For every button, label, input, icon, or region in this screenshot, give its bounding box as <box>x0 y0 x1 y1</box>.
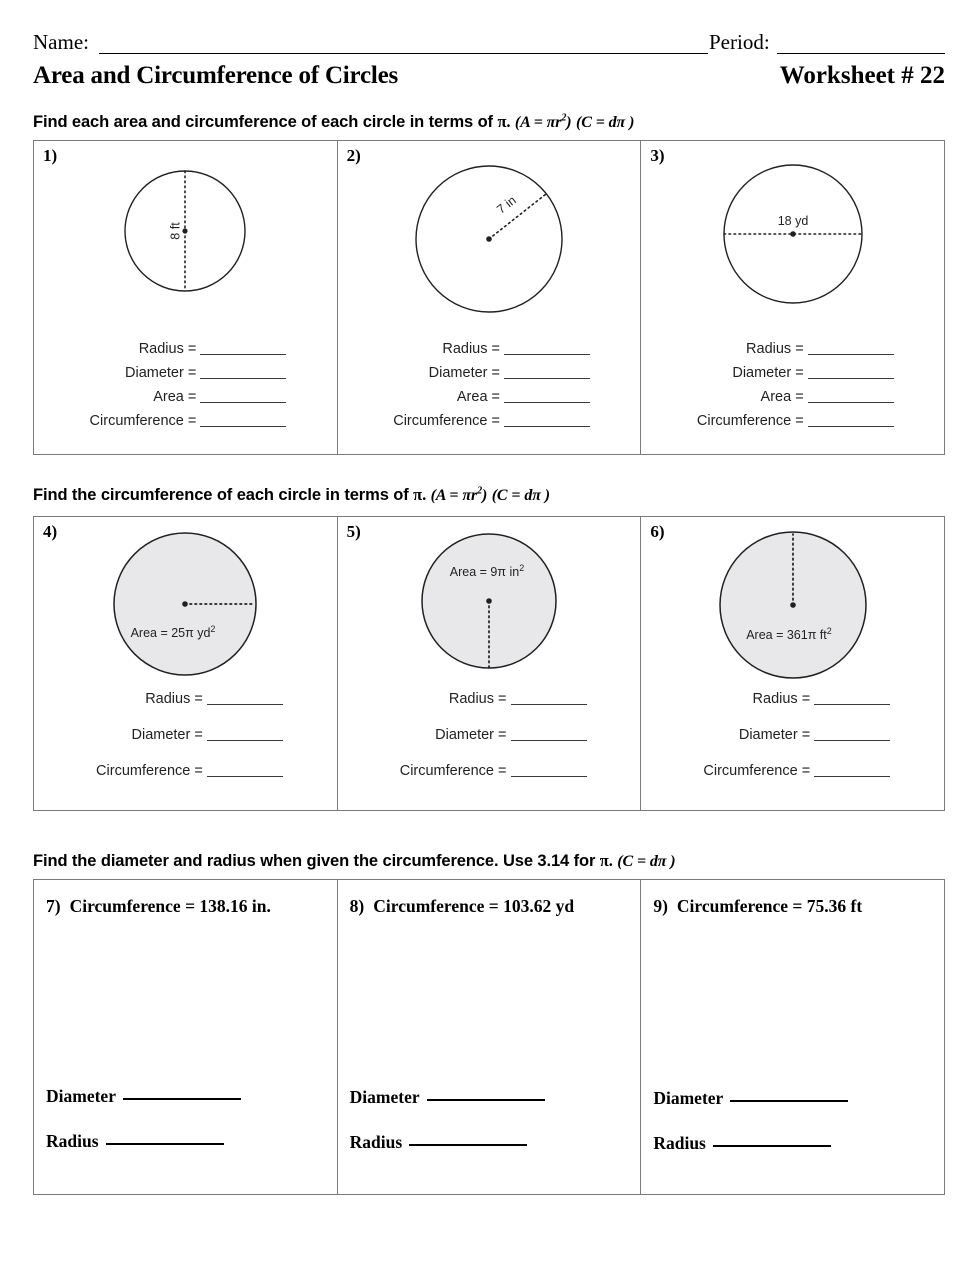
answer-line-radius-7 <box>46 1131 224 1152</box>
problem-cell-1 <box>34 141 338 454</box>
answer-label-diameter-5: Diameter = <box>435 727 507 743</box>
figure-circle-4 <box>34 529 337 679</box>
section-2-formula-circ: (C = dπ ) <box>491 487 550 504</box>
problem-number-2: 2) <box>346 146 361 165</box>
figure-circle-1 <box>34 169 337 301</box>
problem-cell-9 <box>641 880 944 1194</box>
section-1-formula-circ: (C = dπ ) <box>576 114 635 131</box>
answer-line-diameter-5 <box>338 727 641 743</box>
measurement-label-1: 8 ft <box>168 222 183 240</box>
answer-label-radius-3: Radius = <box>746 341 804 357</box>
answer-line-diameter-8 <box>350 1087 545 1108</box>
problem-prompt-7 <box>46 896 271 917</box>
answer-blanks-4 <box>34 691 337 799</box>
center-point-5 <box>486 598 492 604</box>
radius-dotted-line-2 <box>489 194 546 239</box>
answer-line-radius-9 <box>653 1133 831 1154</box>
section-3-problem-table <box>33 879 945 1195</box>
area-label-4: Area = 25π $yd^2$ <box>130 624 216 640</box>
answer-label-circumference-4: Circumference = <box>96 763 203 779</box>
answer-label-radius-1: Radius = <box>138 341 197 357</box>
answer-line-radius-3 <box>641 341 944 357</box>
answer-blank-diameter-5[interactable] <box>511 740 587 741</box>
answer-blank-diameter-3[interactable] <box>808 378 894 379</box>
problem-cell-5 <box>338 517 642 810</box>
answer-blank-radius-1[interactable] <box>200 354 286 355</box>
section-1-instruction-pi: π. <box>497 112 511 131</box>
answer-blank-area-3[interactable] <box>808 402 894 403</box>
problem-number-1: 1) <box>43 146 58 165</box>
answer-label-circumference-2: Circumference = <box>393 413 500 429</box>
answer-line-circumference-6 <box>641 763 944 779</box>
answer-blank-circumference-6[interactable] <box>814 776 890 777</box>
section-1-problem-table <box>33 140 945 455</box>
answer-label-radius-9: Radius <box>653 1133 706 1153</box>
answer-label-radius-7: Radius <box>46 1131 99 1151</box>
answer-line-diameter-2 <box>338 365 641 381</box>
answer-label-radius-4: Radius = <box>145 691 203 707</box>
answer-line-diameter-6 <box>641 727 944 743</box>
answer-blank-circumference-4[interactable] <box>207 776 283 777</box>
problem-prompt-8 <box>350 896 574 917</box>
answer-label-diameter-9: Diameter <box>653 1088 724 1108</box>
answer-label-diameter-1: Diameter = <box>125 365 197 381</box>
problem-number-5: 5) <box>346 522 361 541</box>
answer-blank-diameter-8[interactable] <box>427 1099 545 1101</box>
circle-diagram-1 <box>115 169 255 301</box>
period-label: Period: <box>709 30 770 54</box>
measurement-label-2: 7 in <box>494 193 519 217</box>
answer-blank-radius-3[interactable] <box>808 354 894 355</box>
section-3-formula-circ: (C = dπ ) <box>617 853 676 870</box>
header-name-period-row <box>33 30 945 64</box>
section-2-formula-area-close: ) <box>481 487 488 504</box>
figure-circle-2 <box>338 163 641 315</box>
answer-line-radius-5 <box>338 691 641 707</box>
problem-prompt-text-9: Circumference = 75.36 ft <box>676 896 863 916</box>
answer-blanks-3 <box>641 341 944 437</box>
answer-line-radius-6 <box>641 691 944 707</box>
answer-label-area-2: Area = <box>456 389 500 405</box>
name-write-in-line[interactable] <box>99 53 708 54</box>
section-2-formula-area: (A = πr <box>430 487 478 504</box>
center-point-3 <box>790 231 796 237</box>
answer-line-diameter-7 <box>46 1086 241 1107</box>
circle-diagram-5 <box>419 531 559 675</box>
section-2-instruction-text: Find the circumference of each circle in terms of <box>33 486 414 504</box>
answer-line-diameter-1 <box>34 365 337 381</box>
section-1-formula-area: (A = πr <box>514 114 562 131</box>
section-3-instruction-text: Find the diameter and radius when given the circumference. Use 3.14 for <box>33 852 600 870</box>
answer-label-circumference-5: Circumference = <box>399 763 507 779</box>
area-label-6: Area = 361π $ft^2$ <box>745 626 832 642</box>
answer-blank-circumference-1[interactable] <box>200 426 286 427</box>
answer-label-radius-6: Radius = <box>752 691 811 707</box>
answer-line-diameter-3 <box>641 365 944 381</box>
center-point-2 <box>486 236 492 242</box>
problem-number-3: 3) <box>650 146 665 165</box>
answer-line-circumference-3 <box>641 413 944 429</box>
answer-line-radius-2 <box>338 341 641 357</box>
answer-label-circumference-1: Circumference = <box>89 413 197 429</box>
problem-number-6: 6) <box>650 522 665 541</box>
answer-label-diameter-7: Diameter <box>46 1086 116 1106</box>
center-point-6 <box>790 602 796 608</box>
section-1-instruction <box>33 112 634 132</box>
period-write-in-line[interactable] <box>777 53 945 54</box>
problem-prompt-text-7: Circumference = 138.16 in. <box>69 896 271 916</box>
answer-line-area-3 <box>641 389 944 405</box>
problem-cell-2 <box>338 141 642 454</box>
area-label-5: Area = 9π $in^2$ <box>449 563 525 579</box>
answer-line-circumference-5 <box>338 763 641 779</box>
problem-number-8: 8) <box>349 896 365 916</box>
center-point-4 <box>183 601 189 607</box>
answer-blank-area-1[interactable] <box>200 402 286 403</box>
circle-diagram-2 <box>409 163 569 315</box>
answer-label-diameter-8: Diameter <box>349 1087 420 1107</box>
answer-blank-radius-2[interactable] <box>504 354 590 355</box>
answer-blank-radius-7[interactable] <box>106 1143 224 1145</box>
section-1-instruction-text: Find each area and circumference of each circle in terms of <box>33 113 498 131</box>
answer-blank-diameter-2[interactable] <box>504 378 590 379</box>
answer-label-radius-8: Radius <box>349 1132 403 1152</box>
section-3-instruction-pi: π. <box>599 851 613 870</box>
measurement-label-3: 18 yd <box>777 214 808 228</box>
figure-circle-5 <box>338 531 641 675</box>
answer-blank-diameter-7[interactable] <box>123 1098 241 1100</box>
problem-number-7: 7) <box>46 896 61 916</box>
answer-blank-radius-5[interactable] <box>511 704 587 705</box>
problem-prompt-text-8: Circumference = 103.62 yd <box>373 896 575 916</box>
answer-label-radius-5: Radius = <box>448 691 507 707</box>
answer-blank-diameter-6[interactable] <box>814 740 890 741</box>
answer-label-radius-2: Radius = <box>442 341 500 357</box>
figure-circle-3 <box>641 163 944 307</box>
answer-blank-circumference-3[interactable] <box>808 426 894 427</box>
answer-line-area-1 <box>34 389 337 405</box>
answer-line-circumference-4 <box>34 763 337 779</box>
problem-prompt-9 <box>653 896 862 917</box>
answer-blanks-5 <box>338 691 641 799</box>
circle-diagram-4 <box>107 529 263 679</box>
name-label: Name: <box>33 30 89 54</box>
section-2-instruction-pi: π. <box>413 485 427 504</box>
problem-number-4: 4) <box>43 522 58 541</box>
answer-label-circumference-6: Circumference = <box>703 763 811 779</box>
figure-circle-6 <box>641 529 944 681</box>
circle-diagram-6 <box>715 529 871 681</box>
problem-number-9: 9) <box>653 896 668 916</box>
answer-label-diameter-6: Diameter = <box>738 727 811 743</box>
answer-blank-radius-4[interactable] <box>207 704 283 705</box>
answer-blank-area-2[interactable] <box>504 402 590 403</box>
page-title: Area and Circumference of Circles <box>33 62 399 89</box>
answer-line-diameter-9 <box>653 1088 848 1109</box>
answer-line-circumference-2 <box>338 413 641 429</box>
answer-blank-radius-6[interactable] <box>814 704 890 705</box>
section-1-formula-area-close: ) <box>566 114 572 131</box>
answer-label-diameter-2: Diameter = <box>428 365 500 381</box>
answer-label-area-1: Area = <box>153 389 197 405</box>
answer-label-area-3: Area = <box>760 389 804 405</box>
answer-line-radius-4 <box>34 691 337 707</box>
worksheet-number: Worksheet # 22 <box>779 62 945 89</box>
answer-line-circumference-1 <box>34 413 337 429</box>
problem-cell-8 <box>338 880 642 1194</box>
section-1-formula-area-exp: 2 <box>561 112 567 124</box>
problem-cell-7 <box>34 880 338 1194</box>
answer-label-diameter-3: Diameter = <box>732 365 804 381</box>
section-2-problem-table <box>33 516 945 811</box>
problem-cell-4 <box>34 517 338 810</box>
answer-blank-diameter-1[interactable] <box>200 378 286 379</box>
answer-blanks-1 <box>34 341 337 437</box>
center-point-1 <box>183 228 188 233</box>
answer-blank-radius-8[interactable] <box>409 1144 527 1146</box>
answer-line-radius-1 <box>34 341 337 357</box>
answer-line-diameter-4 <box>34 727 337 743</box>
answer-blank-circumference-2[interactable] <box>504 426 590 427</box>
answer-blank-circumference-5[interactable] <box>511 776 587 777</box>
problem-cell-6 <box>641 517 944 810</box>
answer-blank-diameter-9[interactable] <box>730 1100 848 1102</box>
circle-diagram-3 <box>718 163 868 307</box>
title-row <box>33 62 945 92</box>
section-3-instruction <box>33 851 676 871</box>
answer-blanks-2 <box>338 341 641 437</box>
answer-blank-diameter-4[interactable] <box>207 740 283 741</box>
answer-line-area-2 <box>338 389 641 405</box>
problem-cell-3 <box>641 141 944 454</box>
answer-blank-radius-9[interactable] <box>713 1145 831 1147</box>
section-2-instruction <box>33 485 550 505</box>
section-2-formula-area-exp: 2 <box>477 485 482 497</box>
answer-blanks-6 <box>641 691 944 799</box>
answer-label-diameter-4: Diameter = <box>131 727 203 743</box>
answer-line-radius-8 <box>350 1132 528 1153</box>
answer-label-circumference-3: Circumference = <box>696 413 804 429</box>
